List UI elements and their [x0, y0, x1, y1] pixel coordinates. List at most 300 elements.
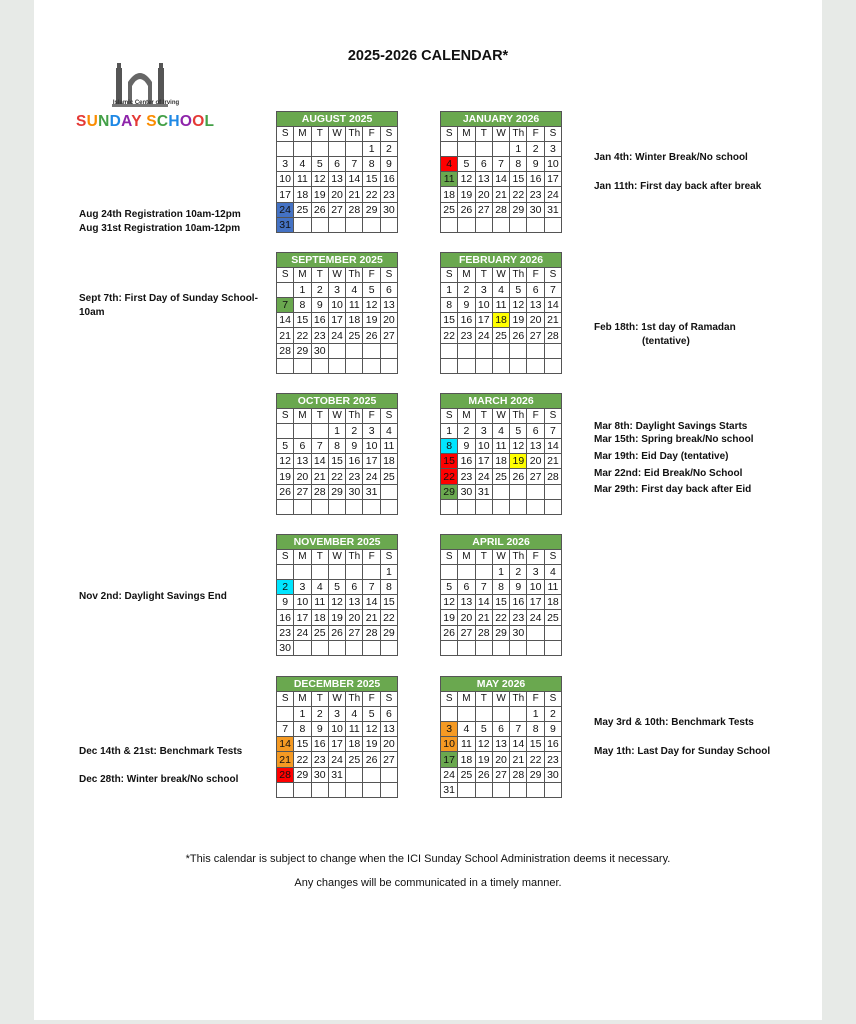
empty-day-cell — [475, 640, 492, 655]
empty-day-cell — [475, 782, 492, 797]
empty-day-cell — [475, 499, 492, 514]
day-cell: 24 — [363, 469, 380, 484]
day-cell: 7 — [544, 283, 561, 298]
month-may-2026 — [440, 676, 562, 798]
day-cell: 5 — [363, 707, 380, 722]
day-cell: 22 — [380, 610, 397, 625]
day-cell: 28 — [277, 343, 294, 358]
weekday-header: F — [527, 127, 544, 142]
weekday-header: W — [328, 550, 345, 565]
day-cell: 29 — [328, 484, 345, 499]
empty-day-cell — [458, 565, 475, 580]
weekday-header: W — [492, 692, 509, 707]
weekday-header: F — [363, 127, 380, 142]
weekday-header: S — [544, 268, 561, 283]
day-cell: 31 — [363, 484, 380, 499]
day-cell: 26 — [510, 469, 527, 484]
day-cell: 23 — [311, 752, 328, 767]
day-cell: 27 — [380, 328, 397, 343]
weekday-header: T — [475, 127, 492, 142]
day-cell: 18 — [380, 454, 397, 469]
weekday-header: W — [492, 268, 509, 283]
day-cell: 25 — [380, 469, 397, 484]
day-cell: 3 — [328, 707, 345, 722]
weekday-header: M — [458, 692, 475, 707]
day-cell: 15 — [441, 313, 458, 328]
day-cell: 16 — [346, 454, 363, 469]
empty-day-cell — [277, 499, 294, 514]
month-header: FEBRUARY 2026 — [441, 253, 562, 268]
day-cell: 16 — [527, 172, 544, 187]
day-cell: 24 — [328, 752, 345, 767]
day-cell: 5 — [363, 283, 380, 298]
day-cell: 13 — [346, 595, 363, 610]
day-cell: 16 — [458, 313, 475, 328]
day-cell: 16 — [311, 737, 328, 752]
month-header: NOVEMBER 2025 — [277, 535, 398, 550]
empty-day-cell — [475, 565, 492, 580]
day-cell: 13 — [527, 439, 544, 454]
weekday-header: M — [294, 268, 311, 283]
empty-day-cell — [277, 142, 294, 157]
weekday-header: M — [458, 268, 475, 283]
empty-day-cell — [311, 499, 328, 514]
day-cell: 12 — [363, 298, 380, 313]
note-jan-4: Jan 4th: Winter Break/No school — [594, 152, 748, 163]
day-cell: 30 — [311, 767, 328, 782]
day-cell: 7 — [475, 580, 492, 595]
day-cell: 3 — [475, 283, 492, 298]
day-cell: 20 — [328, 187, 345, 202]
day-cell: 26 — [328, 625, 345, 640]
day-cell: 9 — [510, 580, 527, 595]
highlighted-day-cell: 14 — [277, 737, 294, 752]
empty-day-cell — [277, 283, 294, 298]
day-cell: 15 — [294, 313, 311, 328]
day-cell: 3 — [544, 142, 561, 157]
day-cell: 4 — [294, 157, 311, 172]
weekday-header: S — [544, 127, 561, 142]
day-cell: 8 — [492, 580, 509, 595]
day-cell: 8 — [441, 298, 458, 313]
weekday-header: S — [441, 127, 458, 142]
day-cell: 29 — [492, 625, 509, 640]
weekday-header: M — [458, 550, 475, 565]
day-cell: 26 — [311, 202, 328, 217]
day-cell: 26 — [458, 202, 475, 217]
day-cell: 17 — [475, 454, 492, 469]
day-cell: 31 — [441, 782, 458, 797]
empty-day-cell — [441, 499, 458, 514]
day-cell: 27 — [328, 202, 345, 217]
month-november-2025 — [276, 534, 398, 656]
day-cell: 2 — [527, 142, 544, 157]
day-cell: 11 — [492, 298, 509, 313]
empty-day-cell — [544, 640, 561, 655]
highlighted-day-cell: 22 — [441, 469, 458, 484]
day-cell: 9 — [311, 298, 328, 313]
day-cell: 4 — [458, 722, 475, 737]
empty-day-cell — [458, 142, 475, 157]
day-cell: 22 — [510, 187, 527, 202]
day-cell: 12 — [510, 439, 527, 454]
empty-day-cell — [458, 217, 475, 232]
weekday-header: T — [311, 127, 328, 142]
empty-day-cell — [311, 142, 328, 157]
day-cell: 2 — [311, 707, 328, 722]
empty-day-cell — [544, 499, 561, 514]
empty-day-cell — [294, 565, 311, 580]
day-cell: 27 — [527, 328, 544, 343]
day-cell: 7 — [510, 722, 527, 737]
note-mar-19: Mar 19th: Eid Day (tentative) — [594, 451, 729, 462]
day-cell: 8 — [294, 722, 311, 737]
day-cell: 9 — [380, 157, 397, 172]
month-header: AUGUST 2025 — [277, 112, 398, 127]
day-cell: 1 — [527, 707, 544, 722]
empty-day-cell — [277, 424, 294, 439]
day-cell: 28 — [510, 767, 527, 782]
empty-day-cell — [544, 484, 561, 499]
highlighted-day-cell: 8 — [441, 439, 458, 454]
day-cell: 1 — [363, 142, 380, 157]
weekday-header: M — [294, 550, 311, 565]
highlighted-day-cell: 3 — [441, 722, 458, 737]
empty-day-cell — [441, 142, 458, 157]
day-cell: 28 — [475, 625, 492, 640]
highlighted-day-cell: 17 — [441, 752, 458, 767]
day-cell: 4 — [380, 424, 397, 439]
day-cell: 14 — [510, 737, 527, 752]
day-cell: 11 — [294, 172, 311, 187]
day-cell: 17 — [527, 595, 544, 610]
day-cell: 18 — [492, 454, 509, 469]
highlighted-day-cell: 18 — [492, 313, 509, 328]
day-cell: 15 — [380, 595, 397, 610]
day-cell: 10 — [527, 580, 544, 595]
day-cell: 28 — [346, 202, 363, 217]
empty-day-cell — [492, 640, 509, 655]
day-cell: 1 — [380, 565, 397, 580]
weekday-header: T — [311, 692, 328, 707]
weekday-header: S — [380, 550, 397, 565]
empty-day-cell — [380, 640, 397, 655]
day-cell: 25 — [458, 767, 475, 782]
note-dec-14-21: Dec 14th & 21st: Benchmark Tests — [79, 746, 243, 757]
day-cell: 20 — [380, 737, 397, 752]
highlighted-day-cell: 15 — [441, 454, 458, 469]
month-header: JANUARY 2026 — [441, 112, 562, 127]
day-cell: 19 — [510, 313, 527, 328]
day-cell: 19 — [475, 752, 492, 767]
day-cell: 25 — [346, 752, 363, 767]
weekday-header: T — [475, 409, 492, 424]
day-cell: 12 — [510, 298, 527, 313]
day-cell: 4 — [492, 424, 509, 439]
day-cell: 11 — [458, 737, 475, 752]
note-aug-24: Aug 24th Registration 10am-12pm — [79, 209, 241, 220]
logo-letter: S — [76, 113, 87, 130]
day-cell: 22 — [492, 610, 509, 625]
empty-day-cell — [328, 565, 345, 580]
sunday-school-logo — [76, 60, 216, 132]
day-cell: 14 — [363, 595, 380, 610]
day-cell: 23 — [458, 469, 475, 484]
day-cell: 25 — [311, 625, 328, 640]
empty-day-cell — [544, 217, 561, 232]
month-august-2025 — [276, 111, 398, 233]
day-cell: 12 — [458, 172, 475, 187]
day-cell: 23 — [510, 610, 527, 625]
day-cell: 29 — [380, 625, 397, 640]
day-cell: 2 — [346, 424, 363, 439]
day-cell: 5 — [475, 722, 492, 737]
day-cell: 4 — [346, 707, 363, 722]
month-header: MARCH 2026 — [441, 394, 562, 409]
day-cell: 12 — [441, 595, 458, 610]
empty-day-cell — [510, 640, 527, 655]
day-cell: 9 — [458, 439, 475, 454]
weekday-header: S — [441, 409, 458, 424]
day-cell: 21 — [510, 752, 527, 767]
day-cell: 3 — [475, 424, 492, 439]
empty-day-cell — [441, 343, 458, 358]
note-dec-28: Dec 28th: Winter break/No school — [79, 774, 239, 785]
empty-day-cell — [527, 343, 544, 358]
empty-day-cell — [527, 484, 544, 499]
weekday-header: F — [363, 409, 380, 424]
day-cell: 3 — [294, 580, 311, 595]
weekday-header: T — [475, 268, 492, 283]
day-cell: 18 — [294, 187, 311, 202]
weekday-header: T — [475, 550, 492, 565]
empty-day-cell — [294, 424, 311, 439]
day-cell: 27 — [492, 767, 509, 782]
empty-day-cell — [458, 640, 475, 655]
highlighted-day-cell: 7 — [277, 298, 294, 313]
empty-day-cell — [363, 640, 380, 655]
empty-day-cell — [475, 358, 492, 373]
weekday-header: F — [363, 692, 380, 707]
logo-letter: Y — [131, 113, 142, 130]
month-header: APRIL 2026 — [441, 535, 562, 550]
day-cell: 5 — [441, 580, 458, 595]
weekday-header: W — [492, 409, 509, 424]
weekday-header: S — [277, 692, 294, 707]
day-cell: 17 — [328, 737, 345, 752]
weekday-header: F — [363, 268, 380, 283]
day-cell: 1 — [441, 283, 458, 298]
day-cell: 24 — [441, 767, 458, 782]
day-cell: 21 — [277, 328, 294, 343]
day-cell: 2 — [458, 424, 475, 439]
day-cell: 4 — [311, 580, 328, 595]
note-jan-11: Jan 11th: First day back after break — [594, 181, 762, 192]
day-cell: 10 — [475, 298, 492, 313]
highlighted-day-cell: 10 — [441, 737, 458, 752]
empty-day-cell — [363, 217, 380, 232]
month-october-2025 — [276, 393, 398, 515]
empty-day-cell — [441, 358, 458, 373]
day-cell: 24 — [544, 187, 561, 202]
empty-day-cell — [544, 358, 561, 373]
day-cell: 11 — [380, 439, 397, 454]
empty-day-cell — [458, 707, 475, 722]
empty-day-cell — [380, 767, 397, 782]
weekday-header: Th — [346, 268, 363, 283]
day-cell: 1 — [441, 424, 458, 439]
weekday-header: Th — [510, 692, 527, 707]
empty-day-cell — [527, 217, 544, 232]
note-mar-22: Mar 22nd: Eid Break/No School — [594, 468, 743, 479]
day-cell: 5 — [510, 424, 527, 439]
day-cell: 8 — [294, 298, 311, 313]
month-header: DECEMBER 2025 — [277, 677, 398, 692]
empty-day-cell — [346, 343, 363, 358]
day-cell: 24 — [328, 328, 345, 343]
day-cell: 2 — [510, 565, 527, 580]
empty-day-cell — [294, 499, 311, 514]
day-cell: 16 — [510, 595, 527, 610]
day-cell: 22 — [441, 328, 458, 343]
day-cell: 9 — [458, 298, 475, 313]
day-cell: 27 — [294, 484, 311, 499]
month-header: MAY 2026 — [441, 677, 562, 692]
day-cell: 11 — [492, 439, 509, 454]
day-cell: 24 — [294, 625, 311, 640]
empty-day-cell — [363, 565, 380, 580]
page-title: 2025-2026 CALENDAR* — [347, 48, 509, 64]
empty-day-cell — [311, 782, 328, 797]
day-cell: 7 — [311, 439, 328, 454]
weekday-header: Th — [346, 550, 363, 565]
day-cell: 12 — [277, 454, 294, 469]
empty-day-cell — [458, 499, 475, 514]
day-cell: 26 — [441, 625, 458, 640]
day-cell: 20 — [527, 454, 544, 469]
empty-day-cell — [363, 767, 380, 782]
day-cell: 23 — [346, 469, 363, 484]
empty-day-cell — [346, 565, 363, 580]
day-cell: 11 — [346, 298, 363, 313]
weekday-header: S — [380, 692, 397, 707]
day-cell: 10 — [328, 722, 345, 737]
empty-day-cell — [475, 343, 492, 358]
day-cell: 14 — [346, 172, 363, 187]
day-cell: 5 — [328, 580, 345, 595]
highlighted-day-cell: 31 — [277, 217, 294, 232]
note-may-3-10: May 3rd & 10th: Benchmark Tests — [594, 717, 754, 728]
day-cell: 27 — [475, 202, 492, 217]
weekday-header: S — [277, 268, 294, 283]
empty-day-cell — [328, 142, 345, 157]
weekday-header: Th — [510, 268, 527, 283]
empty-day-cell — [544, 625, 561, 640]
weekday-header: F — [527, 268, 544, 283]
day-cell: 28 — [544, 469, 561, 484]
day-cell: 17 — [294, 610, 311, 625]
logo-letter: H — [168, 113, 180, 130]
month-september-2025 — [276, 252, 398, 374]
day-cell: 15 — [527, 737, 544, 752]
day-cell: 23 — [544, 752, 561, 767]
weekday-header: W — [328, 268, 345, 283]
empty-day-cell — [294, 358, 311, 373]
note-nov-2: Nov 2nd: Daylight Savings End — [79, 591, 227, 602]
logo-letter: O — [192, 113, 205, 130]
day-cell: 2 — [380, 142, 397, 157]
day-cell: 10 — [363, 439, 380, 454]
empty-day-cell — [492, 782, 509, 797]
empty-day-cell — [510, 343, 527, 358]
weekday-header: S — [544, 550, 561, 565]
day-cell: 12 — [475, 737, 492, 752]
day-cell: 28 — [363, 625, 380, 640]
day-cell: 5 — [458, 157, 475, 172]
day-cell: 19 — [328, 610, 345, 625]
highlighted-day-cell: 4 — [441, 157, 458, 172]
logo-wordmark — [76, 113, 214, 131]
empty-day-cell — [475, 707, 492, 722]
note-sept-7-time: 10am — [79, 307, 105, 318]
empty-day-cell — [311, 217, 328, 232]
day-cell: 28 — [492, 202, 509, 217]
empty-day-cell — [475, 142, 492, 157]
empty-day-cell — [527, 358, 544, 373]
day-cell: 30 — [311, 343, 328, 358]
weekday-header: M — [458, 127, 475, 142]
day-cell: 28 — [311, 484, 328, 499]
day-cell: 26 — [363, 328, 380, 343]
logo-letter: C — [156, 113, 169, 130]
day-cell: 14 — [492, 172, 509, 187]
weekday-header: T — [311, 268, 328, 283]
day-cell: 17 — [475, 313, 492, 328]
day-cell: 22 — [294, 752, 311, 767]
day-cell: 30 — [544, 767, 561, 782]
day-cell: 19 — [363, 737, 380, 752]
highlighted-day-cell: 21 — [277, 752, 294, 767]
day-cell: 17 — [544, 172, 561, 187]
day-cell: 30 — [510, 625, 527, 640]
highlighted-day-cell: 19 — [510, 454, 527, 469]
day-cell: 18 — [346, 737, 363, 752]
weekday-header: T — [311, 550, 328, 565]
day-cell: 15 — [492, 595, 509, 610]
day-cell: 7 — [346, 157, 363, 172]
weekday-header: S — [277, 409, 294, 424]
empty-day-cell — [346, 767, 363, 782]
weekday-header: M — [294, 127, 311, 142]
weekday-header: S — [277, 550, 294, 565]
empty-day-cell — [510, 499, 527, 514]
day-cell: 18 — [458, 752, 475, 767]
logo-letter: D — [109, 113, 122, 130]
day-cell: 11 — [346, 722, 363, 737]
day-cell: 9 — [544, 722, 561, 737]
empty-day-cell — [441, 707, 458, 722]
day-cell: 17 — [363, 454, 380, 469]
empty-day-cell — [510, 782, 527, 797]
day-cell: 6 — [527, 424, 544, 439]
weekday-header: S — [441, 692, 458, 707]
day-cell: 13 — [328, 172, 345, 187]
empty-day-cell — [294, 142, 311, 157]
day-cell: 3 — [328, 283, 345, 298]
day-cell: 26 — [475, 767, 492, 782]
empty-day-cell — [492, 499, 509, 514]
day-cell: 24 — [475, 469, 492, 484]
